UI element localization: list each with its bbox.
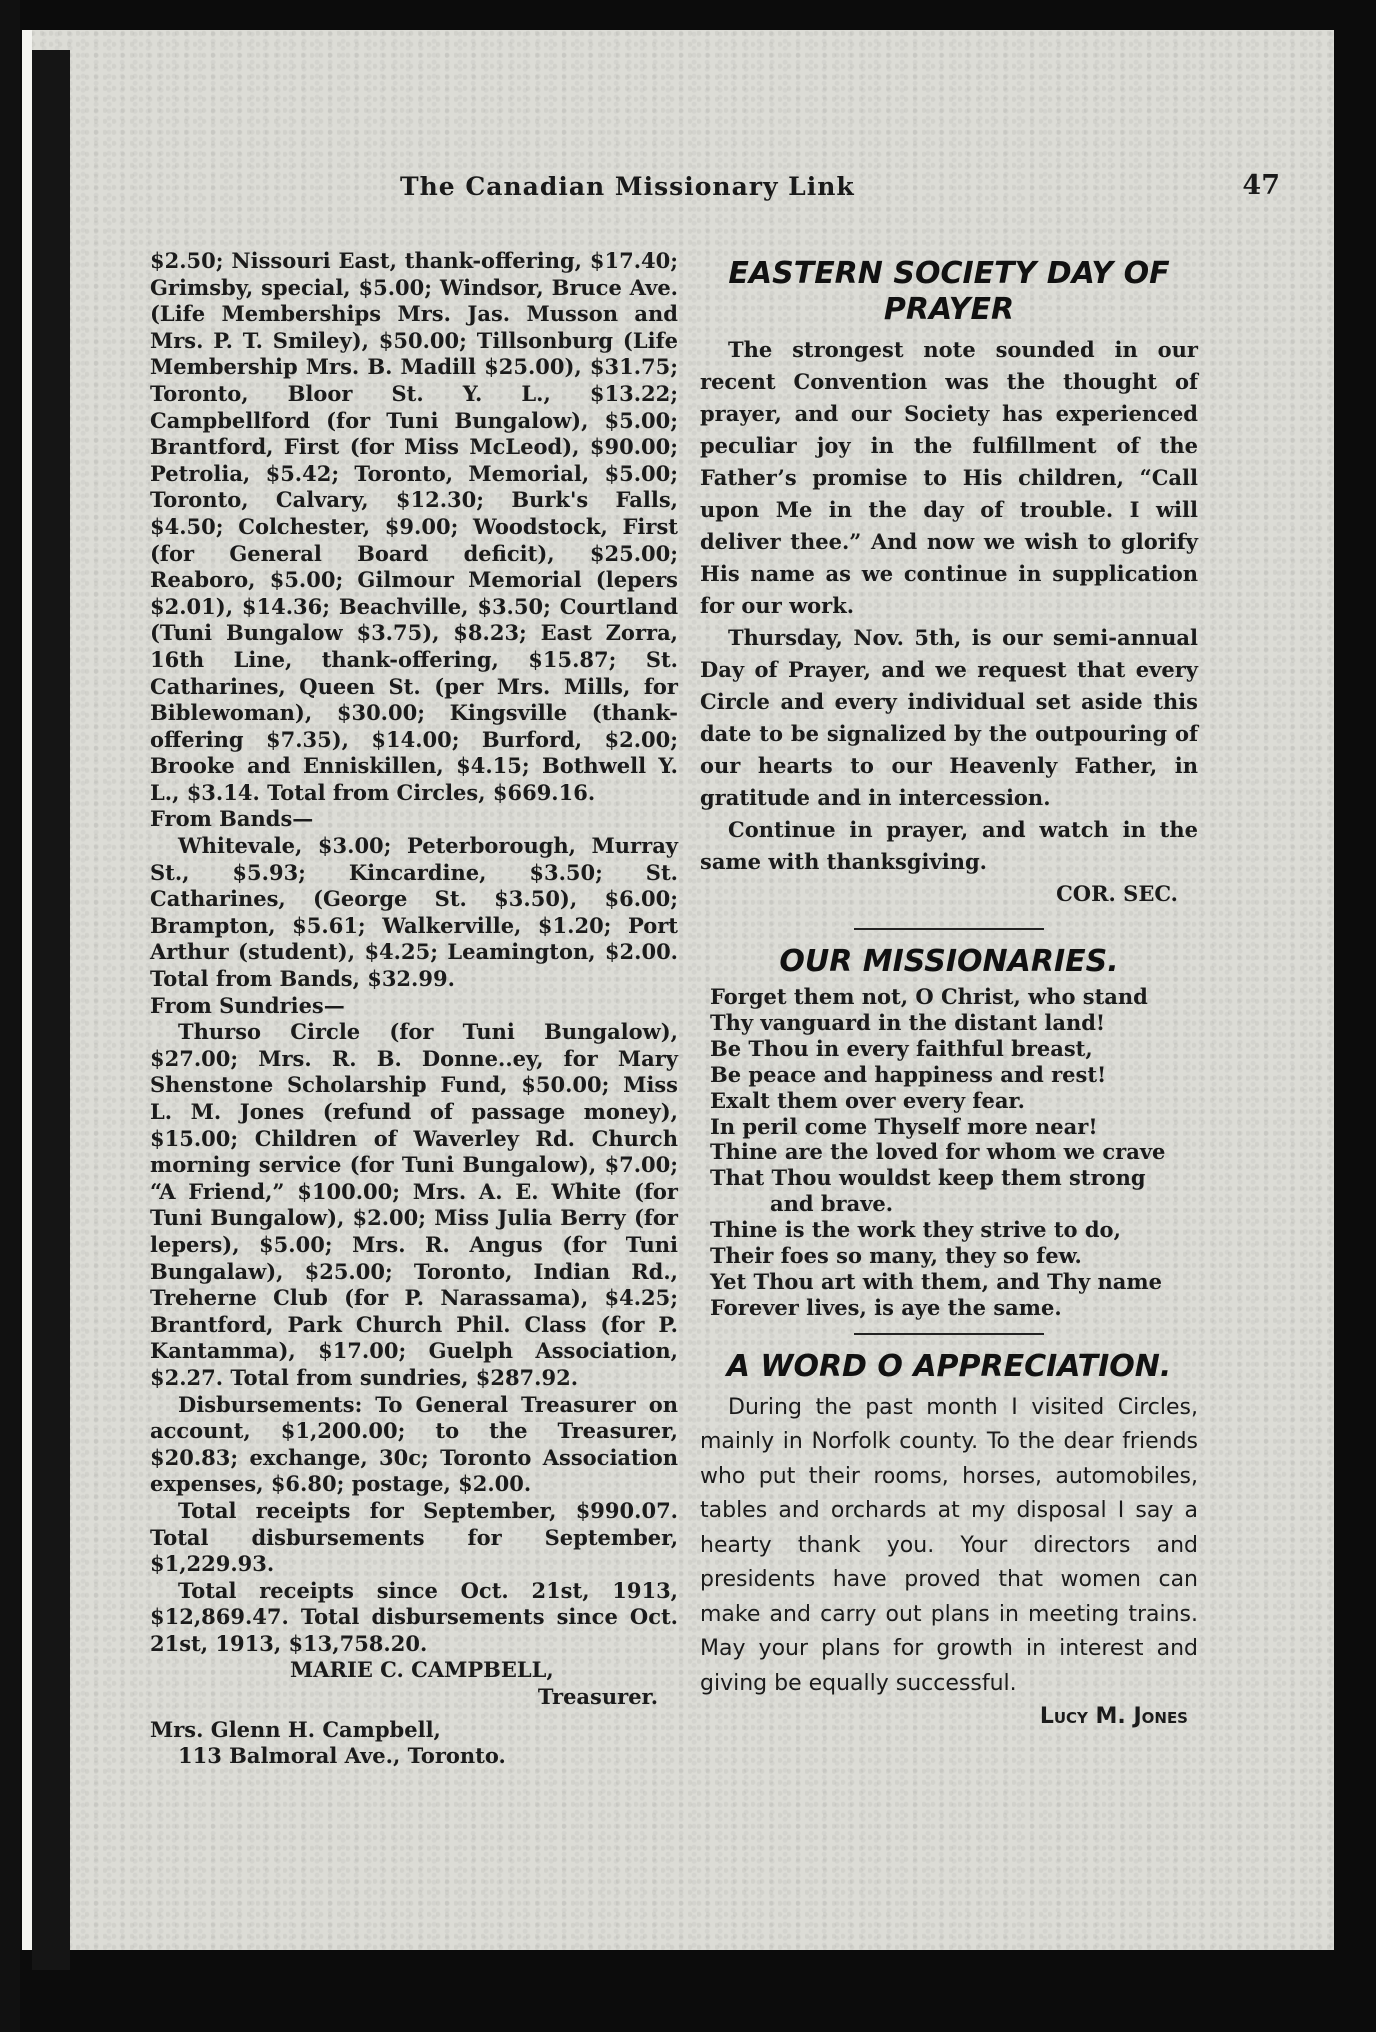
poem-line: That Thou wouldst keep them strong <box>710 1165 1146 1191</box>
prayer-day-title-line2: PRAYER <box>883 292 1015 327</box>
poem-line: Forget them not, O Christ, who stand <box>710 984 1148 1009</box>
section-divider <box>854 928 1044 930</box>
treasurer-report-column <box>150 248 678 1770</box>
binding-spine <box>32 50 70 1970</box>
scan-border <box>0 0 20 2032</box>
circles-receipts-paragraph: $2.50; Nissouri East, thank-offering, $17.40; Grimsby, special, $5.00; Windsor, Bruce Ave. (Life Memberships Mrs. Jas. Musson and Mrs. P. T. Smiley), $50.00; Tillsonburg (Life Membership Mrs. B. Madill $25.00), $31.75; Toronto, Bloor St. Y. L., $13.22; Campbellford (for Tuni Bungalow), $5.00; Brantford, First (for Miss McLeod), $90.00; Petrolia, $5.42; Toronto, Memorial, $5.00; Toronto, Calvary, $12.30; Burk's Falls, $4.50; Colchester, $9.00; Woodstock, First (for General Board deficit), $25.00; Reaboro, $5.00; Gilmour Memorial (lepers $2.01), $14.36; Beachville, $3.50; Courtland (Tuni Bungalow $3.75), $8.23; East Zorra, 16th Line, thank-offering, $15.87; St. Catharines, Queen St. (per Mrs. Mills, for Biblewoman), $30.00; Kingsville (thank-offering $7.35), $14.00; Burford, $2.00; Brooke and Enniskillen, $4.15; Bothwell Y. L., $3.14. Total from Circles, $669.16. <box>150 248 678 805</box>
page-number: 47 <box>1242 170 1280 201</box>
missionaries-poem <box>700 984 1198 1321</box>
poem-line: and brave. <box>770 1191 894 1217</box>
running-head: The Canadian Missionary Link <box>400 172 855 201</box>
section-divider <box>854 1333 1044 1335</box>
address-name: Mrs. Glenn H. Campbell, <box>150 1716 441 1742</box>
appreciation-paragraph: During the past month I visited Circles, mainly in Norfolk county. To the dear friends who put their rooms, horses, automobiles, tables and orchards at my disposal I say a hearty thank you. Your directors and presidents have proved that women can make and carry out plans in meeting trains. May your plans for growth in interest and giving be equally successful. <box>700 1394 1198 1696</box>
year-totals-paragraph: Total receipts since Oct. 21st, 1913, $12,869.47. Total disbursements since Oct. 21st, 1913, $13,758.20. <box>150 1577 678 1656</box>
poem-line: Yet Thou art with them, and Thy name <box>710 1268 1162 1294</box>
poem-line: Thine is the work they strive to do, <box>710 1217 1121 1243</box>
poem-line: Be Thou in every faithful breast, <box>710 1035 1093 1061</box>
prayer-paragraph-1: The strongest note sounded in our recent Convention was the thought of prayer, and our Society has experienced peculiar joy in the fulfillment of the Father’s promise to His children, “Call upon Me in the day of trouble. I will deliver thee.” And now we wish to glorify His name as we continue in supplication for our work. <box>700 337 1198 618</box>
poem-line: Thy vanguard in the distant land! <box>710 1009 1106 1035</box>
poem-line: Exalt them over every fear. <box>710 1087 1025 1113</box>
prayer-paragraph-3: Continue in prayer, and watch in the same with thanksgiving. <box>700 817 1198 874</box>
treasurer-signature-title: Treasurer. <box>537 1684 658 1710</box>
poem-line: In peril come Thyself more near! <box>710 1113 1098 1139</box>
poem-line: Thine are the loved for whom we crave <box>710 1139 1166 1165</box>
page-edge-strip <box>22 30 32 1950</box>
prayer-signature: COR. SEC. <box>1056 881 1178 906</box>
poem-line: Be peace and happiness and rest! <box>710 1061 1107 1087</box>
sundries-receipts-paragraph: Thurso Circle (for Tuni Bungalow), $27.00; Mrs. R. B. Donne..ey, for Mary Shenstone Scholarship Fund, $50.00; Miss L. M. Jones (refund of passage money), $15.00; Children of Waverley Rd. Church morning service (for Tuni Bungalow), $7.00; “A Friend,” $100.00; Mrs. A. E. White (for Tuni Bungalow), $2.00; Miss Julia Berry (for lepers), $5.00; Mrs. R. Angus (for Tuni Bungalaw), $25.00; Toronto, Indian Rd., Treherne Club (for P. Narassama), $4.25; Brantford, Park Church Phil. Class (for P. Kantamma), $17.00; Guelph Association, $2.27. Total from sundries, $287.92. <box>150 1019 678 1390</box>
september-totals-paragraph: Total receipts for September, $990.07. Total disbursements for September, $1,229.93. <box>150 1497 678 1577</box>
sundries-heading: From Sundries— <box>150 992 345 1018</box>
address-street: 113 Balmoral Ave., Toronto. <box>178 1743 506 1769</box>
poem-line: Forever lives, is aye the same. <box>710 1294 1062 1320</box>
disbursements-paragraph: Disbursements: To General Treasurer on account, $1,200.00; to the Treasurer, $20.83; exchange, 30c; Toronto Association expenses, $6.80; postage, $2.00. <box>150 1391 678 1497</box>
prayer-day-title-line1: EASTERN SOCIETY DAY OF <box>728 256 1170 291</box>
prayer-paragraph-2: Thursday, Nov. 5th, is our semi-annual Day of Prayer, and we request that every Circle and every individual set aside this date to be signalized by the outpouring of our hearts to our Heavenly Father, in gratitude and in intercession. <box>700 625 1198 810</box>
bands-heading: From Bands— <box>150 806 314 832</box>
articles-column <box>700 256 1198 1733</box>
missionaries-title: OUR MISSIONARIES. <box>779 944 1119 979</box>
bands-receipts-paragraph: Whitevale, $3.00; Peterborough, Murray St., $5.93; Kincardine, $3.50; St. Catharines, (George St. $3.50), $6.00; Brampton, $5.61; Walkerville, $1.20; Port Arthur (student), $4.25; Leamington, $2.00. Total from Bands, $32.99. <box>150 833 678 992</box>
treasurer-signature-name: MARIE C. CAMPBELL, <box>290 1657 554 1683</box>
appreciation-signature: Lucy M. Jones <box>1039 1704 1188 1730</box>
appreciation-title: A WORD O APPRECIATION. <box>726 1348 1172 1384</box>
poem-line: Their foes so many, they so few. <box>710 1243 1082 1269</box>
